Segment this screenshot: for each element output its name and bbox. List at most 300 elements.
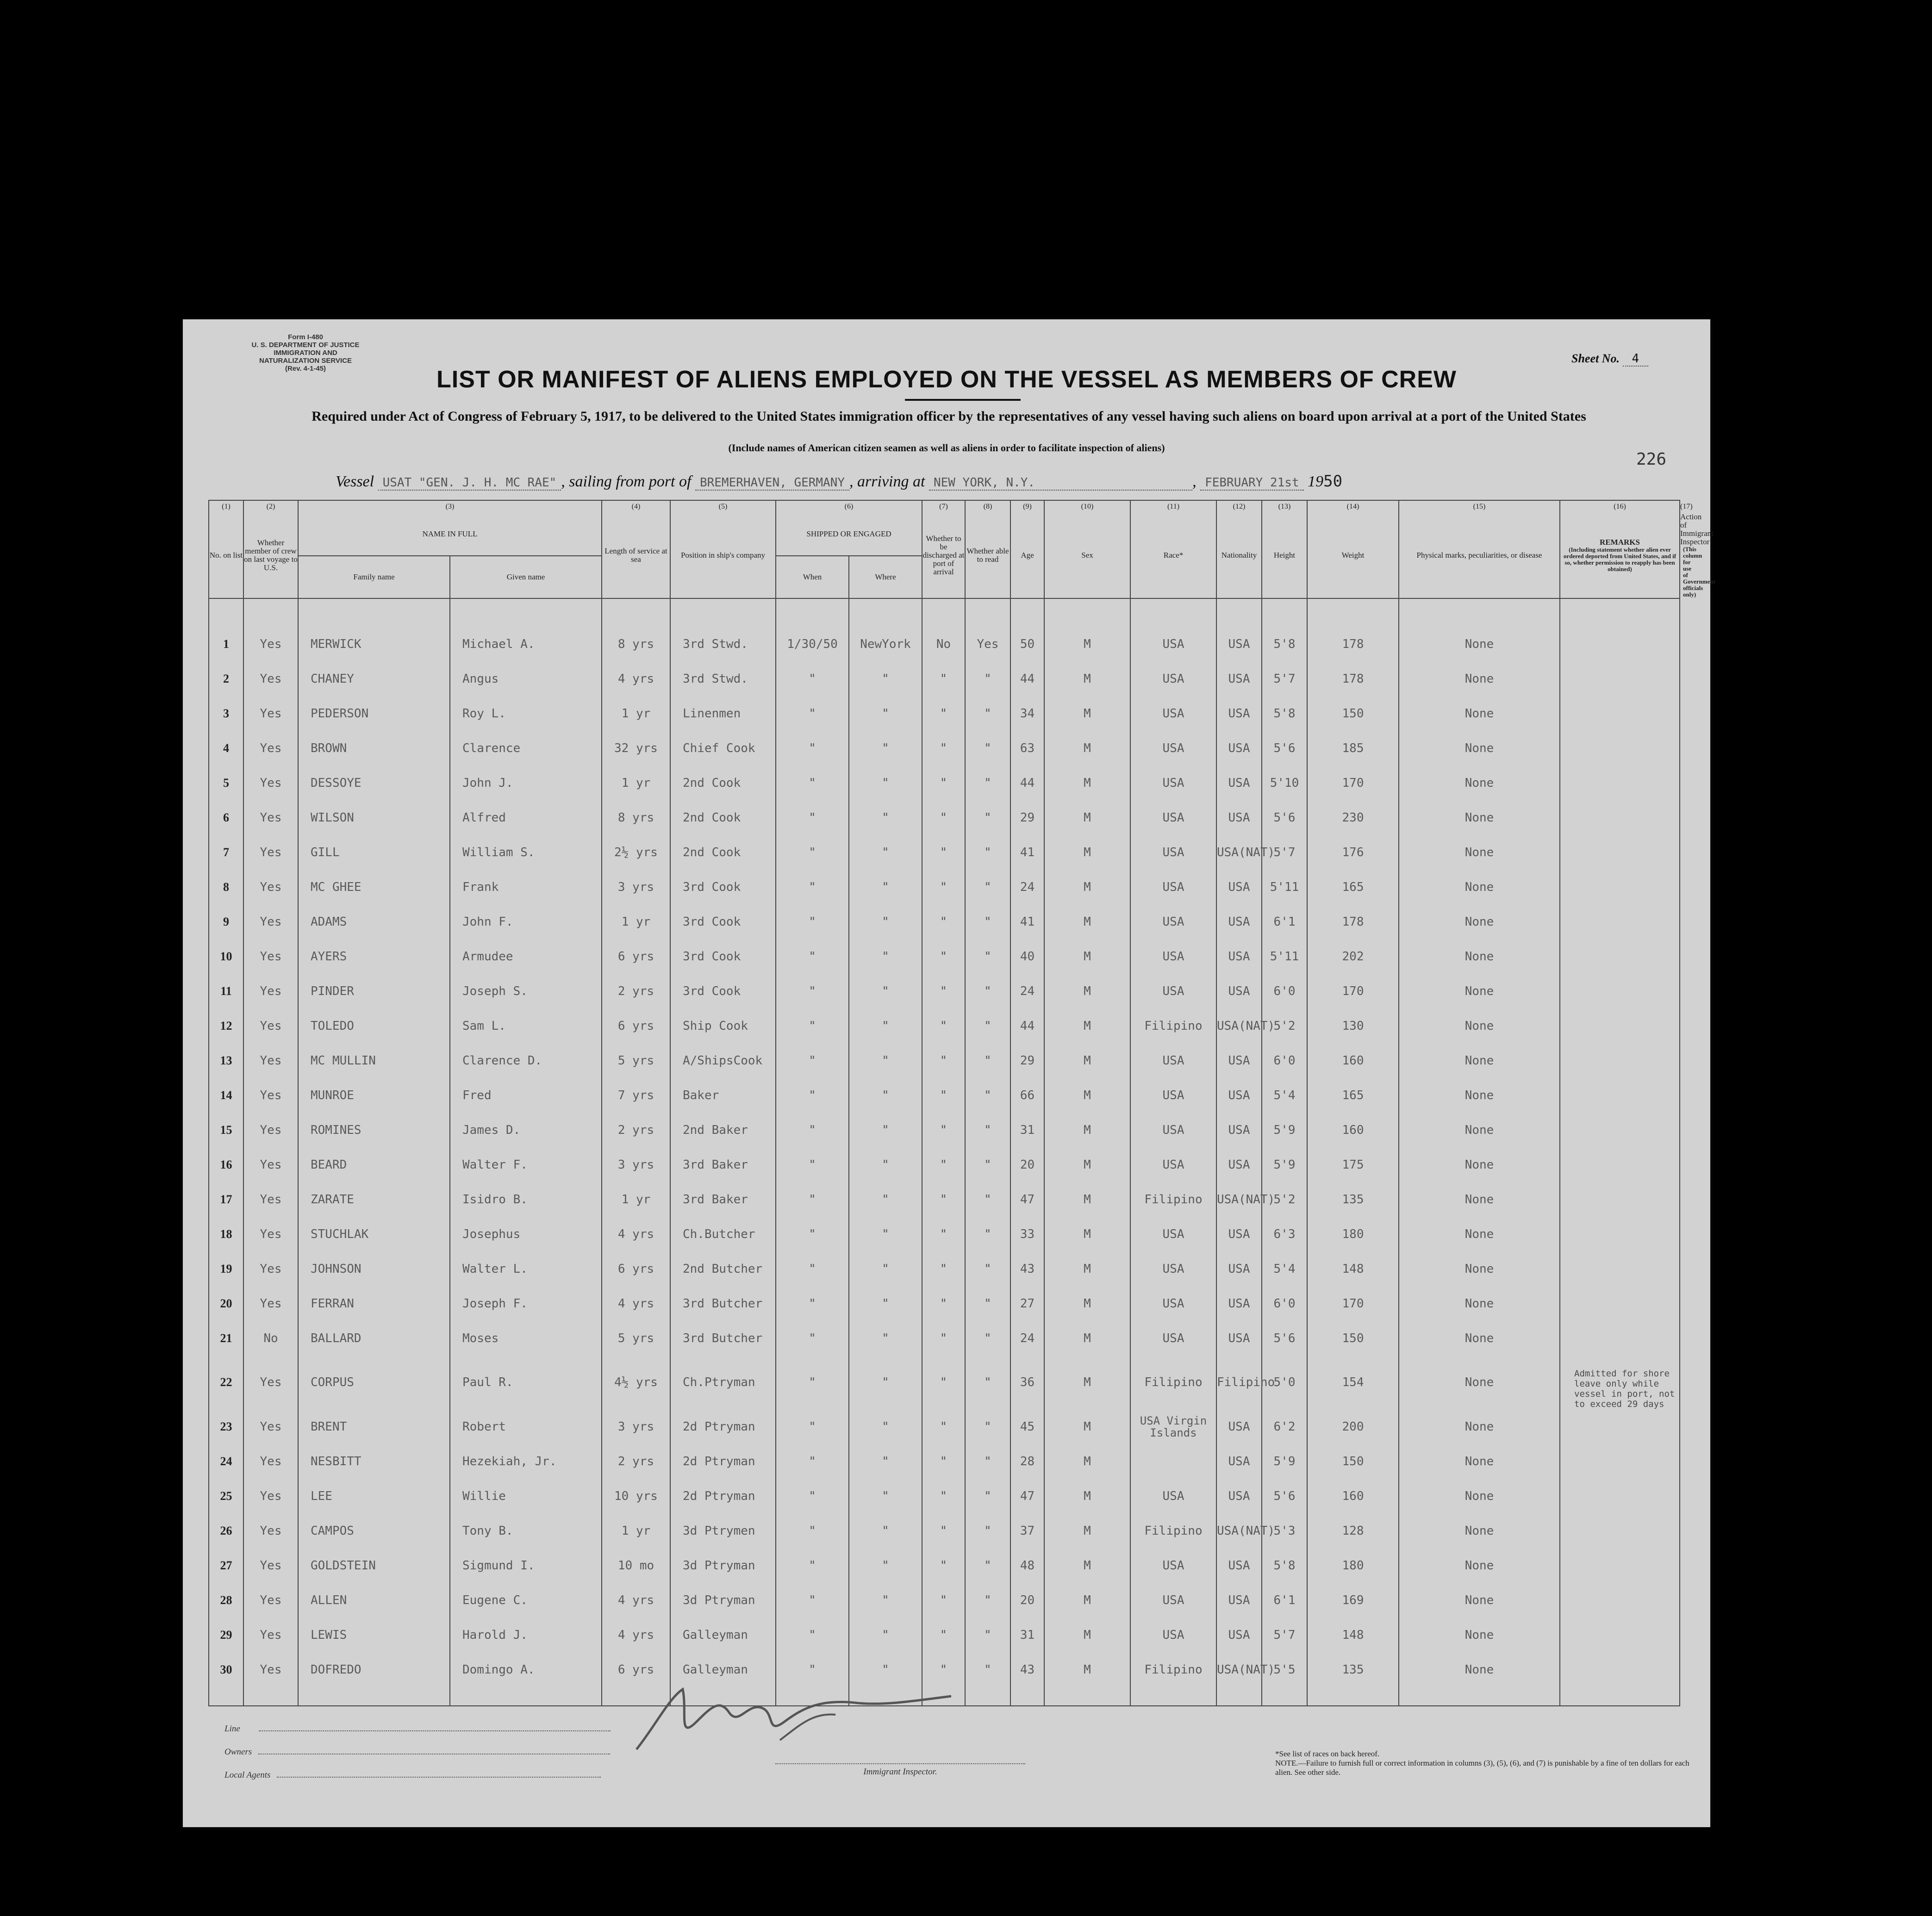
row-number: 25 bbox=[209, 1479, 243, 1513]
able-to-read: " bbox=[965, 1548, 1010, 1583]
nationality: USA bbox=[1216, 1078, 1262, 1113]
height: 5'6 bbox=[1262, 731, 1307, 765]
shipped-where: " bbox=[849, 1286, 922, 1321]
crew-table: (1) (2) (3) (4) (5) (6) (7) (8) (9) (10) (11) (12) (13) (14) (15) (16) (17) No. on list Whether member of crew on last voyage to U.S. NAME IN FULL Length of service at sea Position in ship's company SHIPPED OR ENGAGED Whether to be discharged at port of arrival Whether able to read Age Sex Race* Nationality Height Weight Physical marks, peculiarities, or disease REMARKS (Including statement whether alien ever ordered deported from United States, and if so, whether permission to reapply has been obtained) Action of Immigrant Inspector (This column for use of Government officials only) Family name Given name When Where 1 Yes MERWICK Michael A. 8 yrs 3rd Stwd. 1/30/50 NewYork No Yes 50 M USA USA 5'8 178 None 2 Yes CHANEY Angus 4 yrs 3rd Stwd. " " " " 44 M USA USA 5'7 178 None 3 Yes PEDERSON Roy L. 1 yr Linenmen " " " " 34 M USA USA 5'8 150 None 4 Yes BROWN Clarence 32 yrs Chief Cook " " " " 63 M USA USA 5'6 185 None 5 Yes DESSOYE John J. 1 yr 2nd Cook " " " " 44 M USA USA 5'10 170 None 6 Yes WILSON Alfred 8 yrs 2nd Cook " " " " 29 M USA USA 5'6 230 None 7 Yes GILL William S. 2½ yrs 2nd Cook " " " " 41 M USA USA(NAT) 5'7 176 None 8 Yes MC GHEE Frank 3 yrs 3rd Cook " " " " 24 M USA USA 5'11 165 None 9 Yes ADAMS John F. 1 yr 3rd Cook " " " " 41 M USA USA 6'1 178 None 10 Yes AYERS Armudee 6 yrs 3rd Cook " " " " 40 M USA USA 5'11 202 None 11 Yes PINDER Joseph S. 2 yrs 3rd Cook " " " " 24 M USA USA 6'0 170 None 12 Yes TOLEDO Sam L. 6 yrs Ship Cook " " " " 44 M Filipino USA(NAT) 5'2 130 None 13 Yes MC MULLIN Clarence D. 5 yrs A/ShipsCook " " " " 29 M USA USA 6'0 160 None 14 Yes MUNROE Fred 7 yrs Baker " " " " 66 M USA USA 5'4 165 None 15 Yes ROMINES James D. 2 yrs 2nd Baker " " " " 31 M USA USA 5'9 160 None 16 Yes BEARD Walter F. 3 yrs 3rd Baker " " " " 20 M USA USA 5'9 175 None 17 Yes ZARATE Isidro B. 1 yr 3rd Baker " " " " 47 M Filipino USA(NAT) 5'2 135 None 18 Yes STUCHLAK Josephus 4 yrs Ch.Butcher " " " " 33 M USA USA 6'3 180 None 19 Yes JOHNSON Walter L. 6 yrs 2nd Butcher " " " " 43 M USA USA 5'4 148 None 20 Yes FERRAN Joseph F. 4 yrs 3rd Butcher " " " " 27 M USA USA 6'0 170 None 21 No BALLARD Moses 5 yrs 3rd Butcher " " " " 24 M USA USA 5'6 150 None 22 Yes CORPUS Paul R. 4½ yrs Ch.Ptryman " " " " 36 M Filipino Filipino 5'0 154 None Admitted for shore leave only while vessel in port, not to exceed 29 days 23 Yes BRENT Robert 3 yrs 2d Ptryman " " " " 45 M USA Virgin Islands USA 6'2 200 None 24 Yes NESBITT Hezekiah, Jr. 2 yrs 2d Ptryman " " " " 28 M USA 5'9 150 None 25 Yes LEE Willie 10 yrs 2d Ptryman " " " " 47 M USA USA 5'6 160 None 26 Yes CAMPOS Tony B. 1 yr 3d Ptrymen " " " " 37 M Filipino USA(NAT) 5'3 128 None 27 Yes GOLDSTEIN Sigmund I. 10 mo 3d Ptryman " " " " 48 M USA USA 5'8 180 None 28 Yes ALLEN Eugene C. 4 yrs 3d Ptryman " " " " 20 M USA USA 6'1 169 None 29 Yes LEWIS Harold J. 4 yrs Galleyman " " " " 31 M USA USA 5'7 148 None 30 Yes DOFREDO Domingo A. 6 yrs Galleyman " " " " 43 M Filipino USA(NAT) 5'5 135 None bbox=[208, 500, 1680, 1706]
family-name: LEWIS bbox=[298, 1617, 450, 1652]
sailing-label: , sailing from port of bbox=[561, 473, 692, 490]
nationality: USA bbox=[1216, 1548, 1262, 1583]
row-number: 18 bbox=[209, 1217, 243, 1251]
position: A/ShipsCook bbox=[670, 1043, 776, 1078]
discharged: " bbox=[922, 1286, 965, 1321]
col-num-4: (4) bbox=[602, 500, 670, 513]
position: 2d Ptryman bbox=[670, 1479, 776, 1513]
table-row bbox=[209, 1182, 1680, 1217]
arrival-date: FEBRUARY 21st bbox=[1200, 476, 1304, 491]
department: U. S. DEPARTMENT OF JUSTICE bbox=[251, 341, 360, 349]
table-row bbox=[209, 1513, 1680, 1548]
sailing-port: BREMERHAVEN, GERMANY bbox=[695, 476, 849, 491]
sheet-label: Sheet No. bbox=[1571, 352, 1620, 365]
position: 2d Ptryman bbox=[670, 1444, 776, 1479]
able-to-read: " bbox=[965, 1217, 1010, 1251]
height: 5'3 bbox=[1262, 1513, 1307, 1548]
discharged: " bbox=[922, 1548, 965, 1583]
voyage-line: Vessel USAT "GEN. J. H. MC RAE" , sailing from port of BREMERHAVEN, GERMANY , arriving at NEW YORK, N.Y. , FEBRUARY 21st 1950 bbox=[336, 472, 1343, 491]
remarks-cell bbox=[1560, 904, 1680, 939]
able-to-read: " bbox=[965, 1409, 1010, 1444]
weight: 148 bbox=[1307, 1617, 1399, 1652]
race: USA bbox=[1130, 1078, 1216, 1113]
discharged: " bbox=[922, 1043, 965, 1078]
family-name: GILL bbox=[298, 835, 450, 870]
given-name: Sigmund I. bbox=[450, 1548, 602, 1583]
physical-marks: None bbox=[1399, 661, 1560, 696]
height: 5'0 bbox=[1262, 1356, 1307, 1409]
member-last-voyage: Yes bbox=[243, 1513, 298, 1548]
able-to-read: " bbox=[965, 1251, 1010, 1286]
race: USA bbox=[1130, 731, 1216, 765]
weight: 135 bbox=[1307, 1652, 1399, 1687]
table-row bbox=[209, 1113, 1680, 1147]
agents-field bbox=[224, 1770, 601, 1780]
length-of-service: 6 yrs bbox=[602, 1008, 670, 1043]
sex: M bbox=[1044, 1078, 1130, 1113]
nationality: USA bbox=[1216, 1444, 1262, 1479]
row-number: 13 bbox=[209, 1043, 243, 1078]
physical-marks: None bbox=[1399, 1513, 1560, 1548]
physical-marks: None bbox=[1399, 1617, 1560, 1652]
discharged: " bbox=[922, 731, 965, 765]
race: USA bbox=[1130, 765, 1216, 800]
height: 5'7 bbox=[1262, 835, 1307, 870]
member-last-voyage: Yes bbox=[243, 1147, 298, 1182]
length-of-service: 2½ yrs bbox=[602, 835, 670, 870]
weight: 130 bbox=[1307, 1008, 1399, 1043]
shipped-where: " bbox=[849, 1043, 922, 1078]
empty-cell bbox=[1216, 1687, 1262, 1706]
shipped-when: " bbox=[776, 1147, 849, 1182]
header-physical-marks: Physical marks, peculiarities, or disease bbox=[1399, 513, 1560, 598]
shipped-where: " bbox=[849, 1078, 922, 1113]
height: 5'5 bbox=[1262, 1652, 1307, 1687]
weight: 169 bbox=[1307, 1583, 1399, 1617]
col-num-16: (16) bbox=[1560, 500, 1680, 513]
physical-marks: None bbox=[1399, 1113, 1560, 1147]
empty-cell bbox=[243, 1687, 298, 1706]
nationality: USA bbox=[1216, 1617, 1262, 1652]
revision: (Rev. 4-1-45) bbox=[285, 365, 326, 373]
shipped-where: " bbox=[849, 1409, 922, 1444]
physical-marks: None bbox=[1399, 1652, 1560, 1687]
weight: 135 bbox=[1307, 1182, 1399, 1217]
height: 5'7 bbox=[1262, 661, 1307, 696]
age: 48 bbox=[1010, 1548, 1044, 1583]
form-number: Form I-480 bbox=[288, 333, 323, 341]
row-number: 16 bbox=[209, 1147, 243, 1182]
height: 5'4 bbox=[1262, 1251, 1307, 1286]
remarks-cell bbox=[1560, 627, 1680, 661]
able-to-read: " bbox=[965, 904, 1010, 939]
able-to-read: " bbox=[965, 1008, 1010, 1043]
empty-cell bbox=[1307, 1687, 1399, 1706]
row-number: 8 bbox=[209, 870, 243, 904]
family-name: BALLARD bbox=[298, 1321, 450, 1356]
length-of-service: 8 yrs bbox=[602, 627, 670, 661]
age: 47 bbox=[1010, 1182, 1044, 1217]
physical-marks: None bbox=[1399, 1409, 1560, 1444]
length-of-service: 4 yrs bbox=[602, 1217, 670, 1251]
family-name: BEARD bbox=[298, 1147, 450, 1182]
remarks-cell bbox=[1560, 1217, 1680, 1251]
height: 5'11 bbox=[1262, 870, 1307, 904]
nationality: USA bbox=[1216, 1583, 1262, 1617]
discharged: No bbox=[922, 627, 965, 661]
family-name: LEE bbox=[298, 1479, 450, 1513]
table-row bbox=[209, 1356, 1680, 1409]
position: 3rd Butcher bbox=[670, 1286, 776, 1321]
height: 6'0 bbox=[1262, 1286, 1307, 1321]
row-number: 1 bbox=[209, 627, 243, 661]
age: 41 bbox=[1010, 835, 1044, 870]
physical-marks: None bbox=[1399, 1078, 1560, 1113]
sex: M bbox=[1044, 974, 1130, 1008]
nationality: USA bbox=[1216, 765, 1262, 800]
race: Filipino bbox=[1130, 1008, 1216, 1043]
age: 44 bbox=[1010, 765, 1044, 800]
sex: M bbox=[1044, 1008, 1130, 1043]
empty-cell bbox=[209, 1687, 243, 1706]
age: 29 bbox=[1010, 800, 1044, 835]
member-last-voyage: Yes bbox=[243, 1043, 298, 1078]
height: 5'11 bbox=[1262, 939, 1307, 974]
shipped-where: " bbox=[849, 1182, 922, 1217]
header-name-in-full: NAME IN FULL bbox=[298, 513, 602, 556]
shipped-where: " bbox=[849, 1008, 922, 1043]
header-given-name: Given name bbox=[450, 556, 602, 599]
shipped-when: " bbox=[776, 731, 849, 765]
sex: M bbox=[1044, 1444, 1130, 1479]
position: 2d Ptryman bbox=[670, 1409, 776, 1444]
member-last-voyage: Yes bbox=[243, 974, 298, 1008]
length-of-service: 32 yrs bbox=[602, 731, 670, 765]
race: USA bbox=[1130, 800, 1216, 835]
row-number: 29 bbox=[209, 1617, 243, 1652]
height: 5'6 bbox=[1262, 1321, 1307, 1356]
nationality: USA bbox=[1216, 696, 1262, 731]
race: USA bbox=[1130, 661, 1216, 696]
length-of-service: 1 yr bbox=[602, 1182, 670, 1217]
discharged: " bbox=[922, 1113, 965, 1147]
remarks-cell bbox=[1560, 1479, 1680, 1513]
physical-marks: None bbox=[1399, 800, 1560, 835]
weight: 165 bbox=[1307, 1078, 1399, 1113]
member-last-voyage: Yes bbox=[243, 627, 298, 661]
able-to-read: " bbox=[965, 1043, 1010, 1078]
sex: M bbox=[1044, 1513, 1130, 1548]
empty-cell bbox=[965, 1687, 1010, 1706]
shipped-where: " bbox=[849, 800, 922, 835]
physical-marks: None bbox=[1399, 1182, 1560, 1217]
family-name: MUNROE bbox=[298, 1078, 450, 1113]
length-of-service: 2 yrs bbox=[602, 974, 670, 1008]
sex: M bbox=[1044, 835, 1130, 870]
height: 5'9 bbox=[1262, 1444, 1307, 1479]
header-remarks bbox=[1560, 513, 1680, 598]
col-num-6: (6) bbox=[776, 500, 922, 513]
row-number: 22 bbox=[209, 1356, 243, 1409]
owners-field bbox=[224, 1747, 610, 1757]
physical-marks: None bbox=[1399, 627, 1560, 661]
owners-label: Owners bbox=[224, 1747, 252, 1757]
table-row bbox=[209, 1583, 1680, 1617]
sex: M bbox=[1044, 1652, 1130, 1687]
header-shipped-engaged: SHIPPED OR ENGAGED bbox=[776, 513, 922, 556]
able-to-read: " bbox=[965, 974, 1010, 1008]
given-name: Sam L. bbox=[450, 1008, 602, 1043]
remarks-cell bbox=[1560, 1182, 1680, 1217]
sex: M bbox=[1044, 800, 1130, 835]
discharged: " bbox=[922, 1356, 965, 1409]
nationality: USA bbox=[1216, 661, 1262, 696]
weight: 178 bbox=[1307, 627, 1399, 661]
remarks-cell bbox=[1560, 731, 1680, 765]
table-row bbox=[209, 1479, 1680, 1513]
able-to-read: " bbox=[965, 1513, 1010, 1548]
height: 5'2 bbox=[1262, 1182, 1307, 1217]
height: 6'0 bbox=[1262, 974, 1307, 1008]
age: 63 bbox=[1010, 731, 1044, 765]
race: USA bbox=[1130, 1286, 1216, 1321]
given-name: Roy L. bbox=[450, 696, 602, 731]
shipped-when: " bbox=[776, 1217, 849, 1251]
sex: M bbox=[1044, 1286, 1130, 1321]
race: USA bbox=[1130, 974, 1216, 1008]
position: 2nd Cook bbox=[670, 835, 776, 870]
title-divider bbox=[905, 399, 1021, 401]
age: 29 bbox=[1010, 1043, 1044, 1078]
given-name: Joseph F. bbox=[450, 1286, 602, 1321]
able-to-read: " bbox=[965, 731, 1010, 765]
row-number: 17 bbox=[209, 1182, 243, 1217]
sex: M bbox=[1044, 731, 1130, 765]
remarks-cell bbox=[1560, 800, 1680, 835]
physical-marks: None bbox=[1399, 1043, 1560, 1078]
row-number: 10 bbox=[209, 939, 243, 974]
weight: 178 bbox=[1307, 904, 1399, 939]
age: 50 bbox=[1010, 627, 1044, 661]
member-last-voyage: Yes bbox=[243, 1217, 298, 1251]
given-name: Walter F. bbox=[450, 1147, 602, 1182]
subtitle-note: (Include names of American citizen seamen as well as aliens in order to facilitate inspection of aliens) bbox=[728, 442, 1165, 454]
position: Galleyman bbox=[670, 1652, 776, 1687]
sex: M bbox=[1044, 1321, 1130, 1356]
height: 5'6 bbox=[1262, 1479, 1307, 1513]
table-spacer bbox=[209, 598, 1680, 627]
able-to-read: " bbox=[965, 800, 1010, 835]
header-nationality: Nationality bbox=[1216, 513, 1262, 598]
remarks-cell bbox=[1560, 1513, 1680, 1548]
able-to-read: " bbox=[965, 835, 1010, 870]
age: 37 bbox=[1010, 1513, 1044, 1548]
shipped-when: " bbox=[776, 765, 849, 800]
discharged: " bbox=[922, 1513, 965, 1548]
remarks-cell bbox=[1560, 939, 1680, 974]
table-row bbox=[209, 731, 1680, 765]
position: 3d Ptrymen bbox=[670, 1513, 776, 1548]
row-number: 21 bbox=[209, 1321, 243, 1356]
arriving-label: , arriving at bbox=[849, 473, 925, 490]
weight: 202 bbox=[1307, 939, 1399, 974]
race bbox=[1130, 1444, 1216, 1479]
able-to-read: " bbox=[965, 1113, 1010, 1147]
length-of-service: 6 yrs bbox=[602, 1251, 670, 1286]
length-of-service: 10 mo bbox=[602, 1548, 670, 1583]
row-number: 6 bbox=[209, 800, 243, 835]
shipped-when: " bbox=[776, 1652, 849, 1687]
race: Filipino bbox=[1130, 1652, 1216, 1687]
age: 45 bbox=[1010, 1409, 1044, 1444]
nationality: USA bbox=[1216, 1321, 1262, 1356]
able-to-read: " bbox=[965, 1321, 1010, 1356]
nationality: USA(NAT) bbox=[1216, 1652, 1262, 1687]
remarks-title: REMARKS bbox=[1600, 538, 1640, 547]
sex: M bbox=[1044, 627, 1130, 661]
table-row bbox=[209, 835, 1680, 870]
height: 5'4 bbox=[1262, 1078, 1307, 1113]
length-of-service: 2 yrs bbox=[602, 1113, 670, 1147]
position: 3rd Cook bbox=[670, 974, 776, 1008]
empty-cell bbox=[1560, 1687, 1680, 1706]
member-last-voyage: Yes bbox=[243, 1548, 298, 1583]
family-name: AYERS bbox=[298, 939, 450, 974]
given-name: Clarence bbox=[450, 731, 602, 765]
vessel-label: Vessel bbox=[336, 473, 374, 490]
weight: 180 bbox=[1307, 1548, 1399, 1583]
length-of-service: 2 yrs bbox=[602, 1444, 670, 1479]
family-name: WILSON bbox=[298, 800, 450, 835]
shipped-where: " bbox=[849, 974, 922, 1008]
position: 3rd Stwd. bbox=[670, 661, 776, 696]
table-row bbox=[209, 661, 1680, 696]
family-name: DOFREDO bbox=[298, 1652, 450, 1687]
length-of-service: 4 yrs bbox=[602, 661, 670, 696]
discharged: " bbox=[922, 1182, 965, 1217]
height: 6'3 bbox=[1262, 1217, 1307, 1251]
discharged: " bbox=[922, 1444, 965, 1479]
col-num-2: (2) bbox=[243, 500, 298, 513]
table-row bbox=[209, 1147, 1680, 1182]
family-name: JOHNSON bbox=[298, 1251, 450, 1286]
family-name: CHANEY bbox=[298, 661, 450, 696]
nationality: USA(NAT) bbox=[1216, 1513, 1262, 1548]
height: 5'10 bbox=[1262, 765, 1307, 800]
table-row bbox=[209, 904, 1680, 939]
row-number: 7 bbox=[209, 835, 243, 870]
physical-marks: None bbox=[1399, 939, 1560, 974]
sex: M bbox=[1044, 1409, 1130, 1444]
weight: 178 bbox=[1307, 661, 1399, 696]
sex: M bbox=[1044, 870, 1130, 904]
family-name: ALLEN bbox=[298, 1583, 450, 1617]
family-name: PINDER bbox=[298, 974, 450, 1008]
family-name: TOLEDO bbox=[298, 1008, 450, 1043]
family-name: GOLDSTEIN bbox=[298, 1548, 450, 1583]
race: USA bbox=[1130, 1217, 1216, 1251]
height: 6'1 bbox=[1262, 1583, 1307, 1617]
race: USA bbox=[1130, 1113, 1216, 1147]
given-name: John F. bbox=[450, 904, 602, 939]
age: 31 bbox=[1010, 1113, 1044, 1147]
weight: 200 bbox=[1307, 1409, 1399, 1444]
position: 2nd Cook bbox=[670, 765, 776, 800]
physical-marks: None bbox=[1399, 835, 1560, 870]
shipped-when: " bbox=[776, 1182, 849, 1217]
nationality: USA bbox=[1216, 1286, 1262, 1321]
nationality: USA bbox=[1216, 1409, 1262, 1444]
col-num-7: (7) bbox=[922, 500, 965, 513]
weight: 160 bbox=[1307, 1479, 1399, 1513]
shipped-when: " bbox=[776, 1251, 849, 1286]
shipped-when: " bbox=[776, 835, 849, 870]
race: USA bbox=[1130, 1479, 1216, 1513]
age: 28 bbox=[1010, 1444, 1044, 1479]
row-number: 26 bbox=[209, 1513, 243, 1548]
col-num-5: (5) bbox=[670, 500, 776, 513]
physical-marks: None bbox=[1399, 1217, 1560, 1251]
empty-cell bbox=[1130, 1687, 1216, 1706]
physical-marks: None bbox=[1399, 1147, 1560, 1182]
member-last-voyage: Yes bbox=[243, 800, 298, 835]
discharged: " bbox=[922, 1409, 965, 1444]
discharged: " bbox=[922, 939, 965, 974]
row-number: 27 bbox=[209, 1548, 243, 1583]
family-name: PEDERSON bbox=[298, 696, 450, 731]
position: Linenmen bbox=[670, 696, 776, 731]
height: 6'2 bbox=[1262, 1409, 1307, 1444]
table-row bbox=[209, 1008, 1680, 1043]
row-number: 5 bbox=[209, 765, 243, 800]
length-of-service: 7 yrs bbox=[602, 1078, 670, 1113]
age: 47 bbox=[1010, 1479, 1044, 1513]
position: Ch.Butcher bbox=[670, 1217, 776, 1251]
table-row bbox=[209, 800, 1680, 835]
length-of-service: 1 yr bbox=[602, 765, 670, 800]
given-name: Clarence D. bbox=[450, 1043, 602, 1078]
length-of-service: 4 yrs bbox=[602, 1286, 670, 1321]
header-sex: Sex bbox=[1044, 513, 1130, 598]
nationality: USA(NAT) bbox=[1216, 835, 1262, 870]
weight: 154 bbox=[1307, 1356, 1399, 1409]
position: 2nd Butcher bbox=[670, 1251, 776, 1286]
shipped-when: " bbox=[776, 1356, 849, 1409]
nationality: USA bbox=[1216, 1043, 1262, 1078]
sex: M bbox=[1044, 765, 1130, 800]
length-of-service: 6 yrs bbox=[602, 1652, 670, 1687]
nationality: USA bbox=[1216, 1251, 1262, 1286]
given-name: Robert bbox=[450, 1409, 602, 1444]
shipped-when: " bbox=[776, 1479, 849, 1513]
shipped-when: " bbox=[776, 696, 849, 731]
shipped-when: " bbox=[776, 939, 849, 974]
nationality: USA bbox=[1216, 870, 1262, 904]
given-name: William S. bbox=[450, 835, 602, 870]
able-to-read: " bbox=[965, 1479, 1010, 1513]
given-name: Walter L. bbox=[450, 1251, 602, 1286]
vessel-name: USAT "GEN. J. H. MC RAE" bbox=[378, 476, 561, 491]
discharged: " bbox=[922, 1008, 965, 1043]
member-last-voyage: Yes bbox=[243, 1583, 298, 1617]
age: 33 bbox=[1010, 1217, 1044, 1251]
physical-marks: None bbox=[1399, 1548, 1560, 1583]
